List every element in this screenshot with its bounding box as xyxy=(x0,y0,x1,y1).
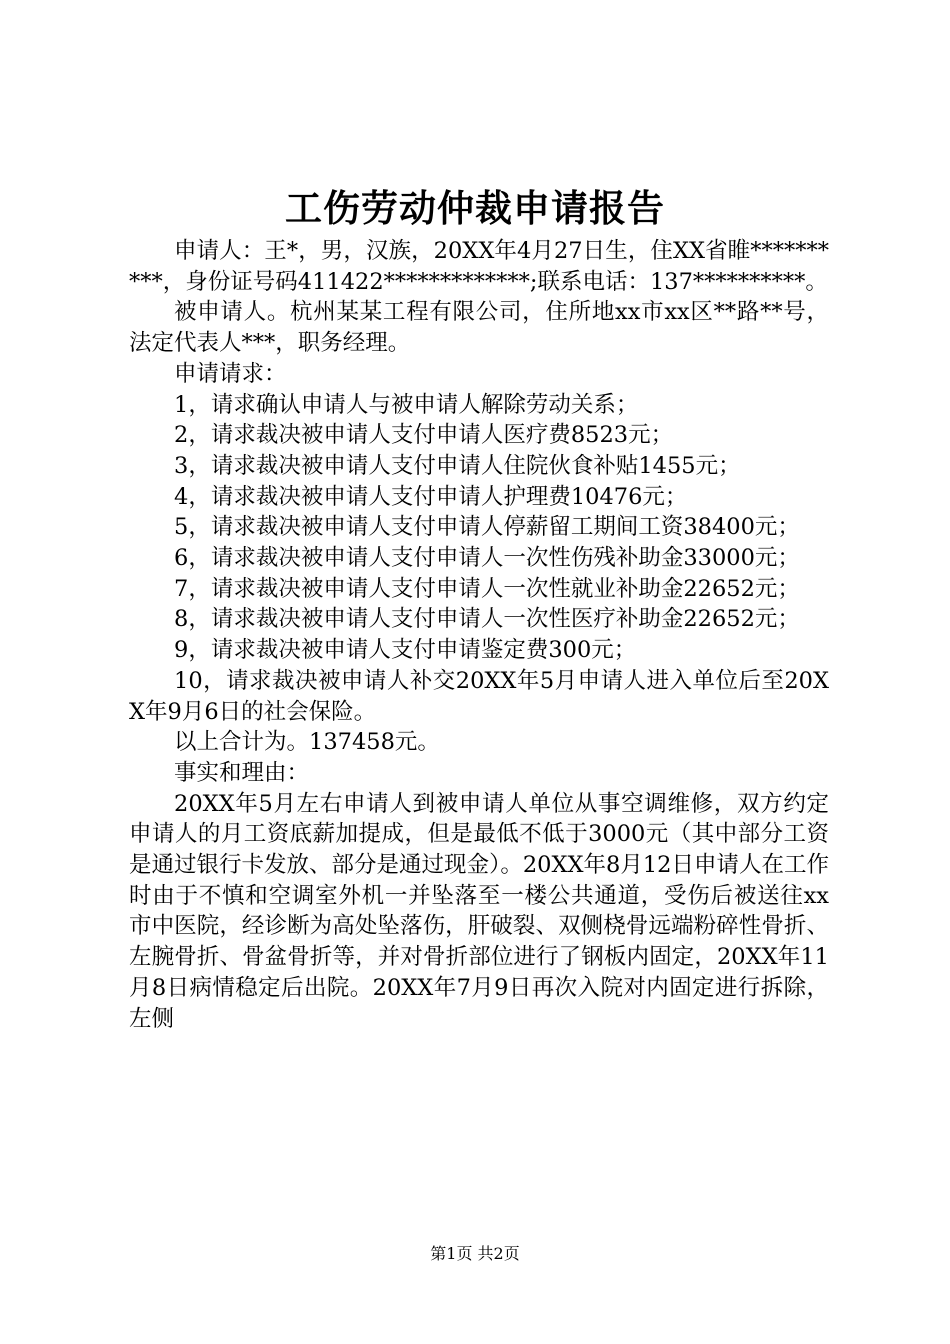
total-paragraph: 以上合计为。137458元。 xyxy=(174,729,440,756)
respondent-paragraph: 被申请人。杭州某某工程有限公司，住所地xx市xx区**路**号，法定代表人***，职务经理。 xyxy=(129,299,829,357)
request-item-10: 10，请求裁决被申请人补交20XX年5月申请人进入单位后至20XX年9月6日的社会保险。 xyxy=(129,667,829,725)
request-item-9: 9，请求裁决被申请人支付申请鉴定费300元； xyxy=(174,637,637,664)
page-footer: 第1页 共2页 xyxy=(430,1244,520,1263)
facts-heading: 事实和理由： xyxy=(174,759,310,786)
facts-paragraph: 20XX年5月左右申请人到被申请人单位从事空调维修，双方约定申请人的月工资底薪加提成，但是最低不低于3000元（其中部分工资是通过银行卡发放、部分是通过现金）。20XX年8月12日申请人在工作时由于不慎和空调室外机一并坠落至一楼公共通道，受伤后被送往xx市中医院，经诊断为高处坠落伤，肝破裂、双侧桡骨远端粉碎性骨折、左腕骨折、骨盆骨折等，并对骨折部位进行了钢板内固定，20XX年11月8日病情稳定后出院。20XX年7月9日再次入院对内固定进行拆除，左侧 xyxy=(129,790,829,1032)
request-item-4: 4，请求裁决被申请人支付申请人护理费10476元； xyxy=(174,483,688,510)
applicant-paragraph: 申请人：王*，男，汉族，20XX年4月27日生，住XX省睢**********，身份证号码411422*************;联系电话：137**********。 xyxy=(129,238,829,295)
document-title: 工伤劳动仲裁申请报告 xyxy=(285,186,665,230)
request-item-6: 6，请求裁决被申请人支付申请人一次性伤残补助金33000元； xyxy=(174,545,800,572)
request-item-7: 7，请求裁决被申请人支付申请人一次性就业补助金22652元； xyxy=(174,575,800,602)
document-body xyxy=(129,236,829,1034)
request-item-1: 1，请求确认申请人与被申请人解除劳动关系； xyxy=(174,391,639,418)
request-item-5: 5，请求裁决被申请人支付申请人停薪留工期间工资38400元； xyxy=(174,514,800,541)
request-item-3: 3，请求裁决被申请人支付申请人住院伙食补贴1455元； xyxy=(174,452,741,479)
request-item-2: 2，请求裁决被申请人支付申请人医疗费8523元； xyxy=(174,422,674,449)
request-item-8: 8，请求裁决被申请人支付申请人一次性医疗补助金22652元； xyxy=(174,606,800,633)
requests-heading: 申请请求： xyxy=(174,360,287,387)
